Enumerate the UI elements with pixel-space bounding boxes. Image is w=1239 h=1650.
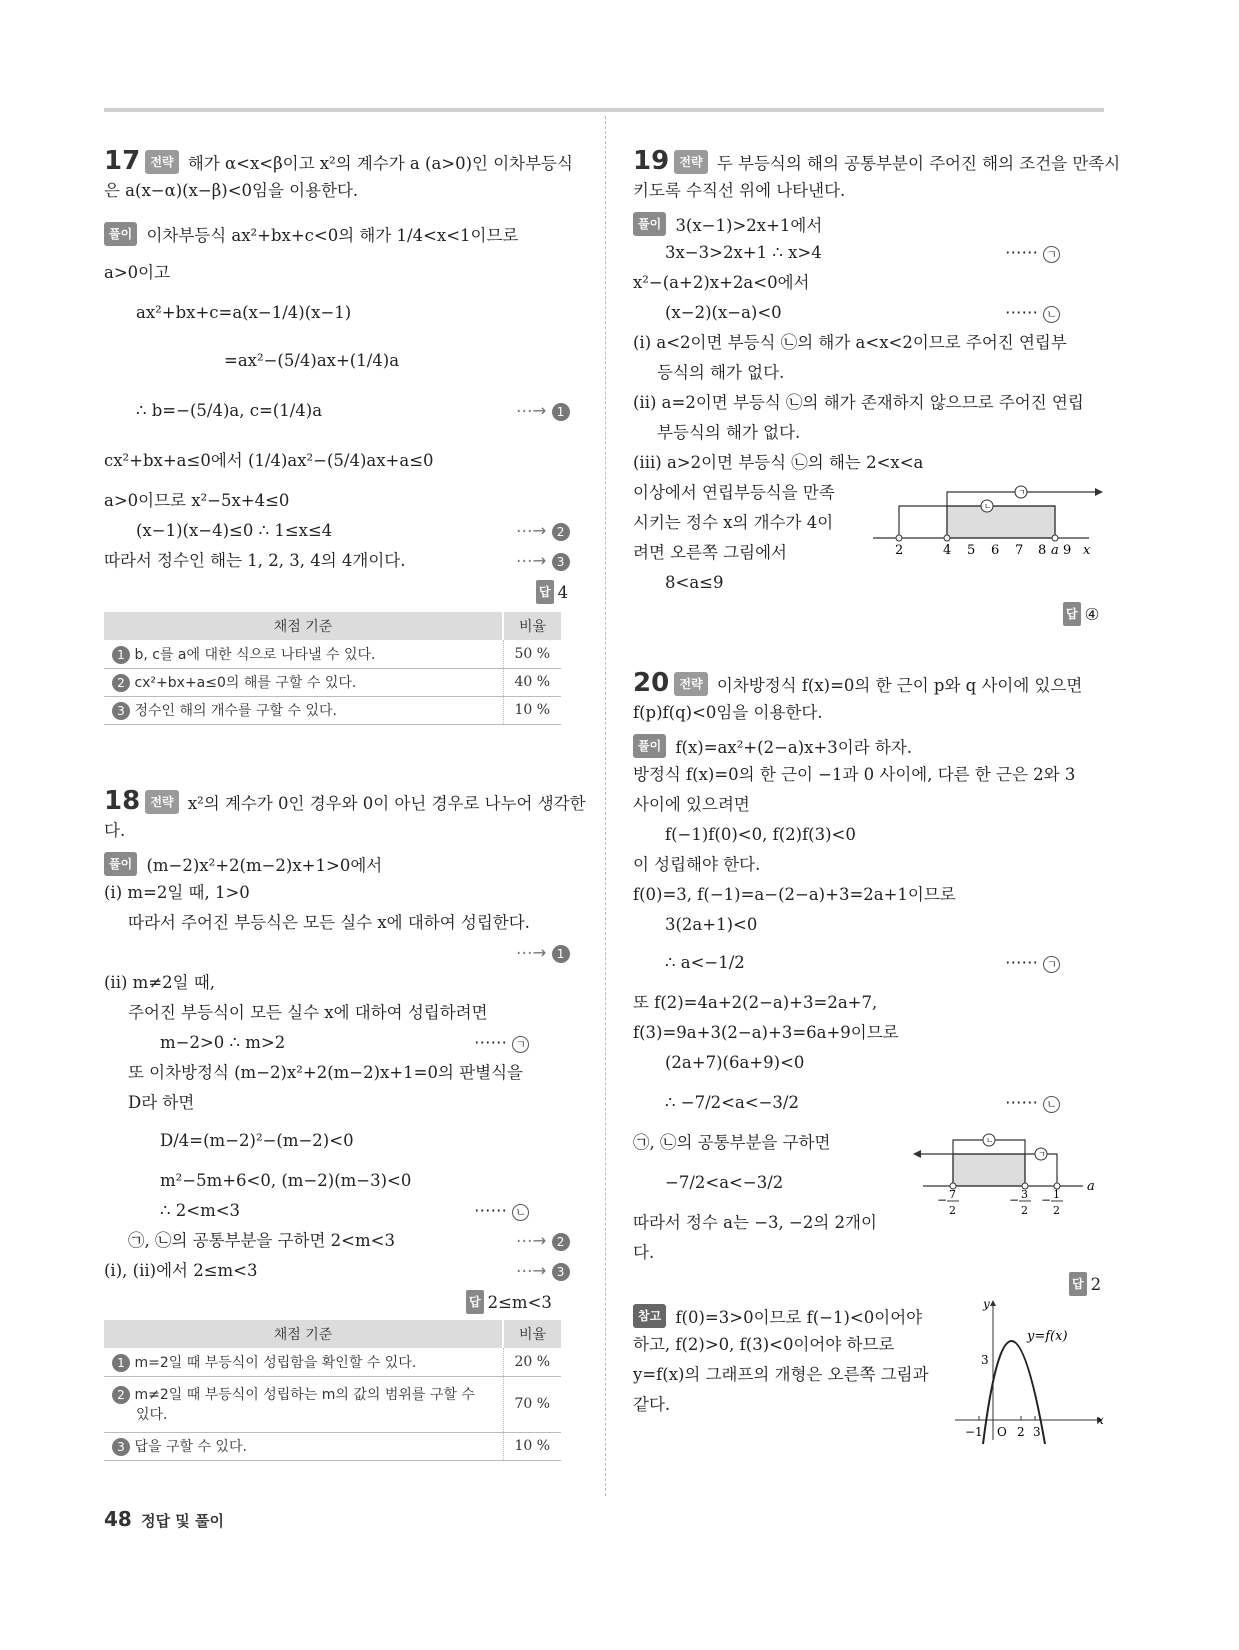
solution-line: (2a+7)(6a+9)<0 [665,1053,805,1072]
tick-label: 1 [1053,1188,1060,1201]
solution-text: f(x)=ax²+(2−a)x+3이라 하자. [675,738,913,757]
solution-text: 3(x−1)>2x+1에서 [675,216,823,235]
equation-label-a: ⋯⋯ ㄱ [1005,242,1060,264]
answer [1063,602,1099,626]
problem-18-header [104,786,586,816]
shaded-region [947,506,1055,538]
endpoint [1052,535,1058,541]
solution-line: 부등식의 해가 없다. [657,423,801,442]
solution-line: 다. [633,1243,655,1262]
footer-label: 정답 및 풀이 [141,1512,224,1530]
note-line: 하고, f(2)>0, f(3)<0이어야 하므로 [633,1335,895,1354]
tick-label: 2 [895,543,904,558]
solution-line: 려면 오른쪽 그림에서 [633,543,787,562]
scoring-table-18 [104,1320,561,1461]
label-a: ㄱ [1038,1150,1046,1159]
row-pct: 50 % [503,640,561,668]
answer [466,1290,552,1314]
tick-label: − [1041,1193,1052,1207]
solution-text: (m−2)x²+2(m−2)x+1>0에서 [146,856,383,875]
problem-number: 18 [104,786,141,816]
row-pct: 10 % [503,1432,561,1460]
tick-label: O [997,1425,1007,1439]
row-text: b, c를 a에 대한 식으로 나타낼 수 있다. [134,646,376,663]
strategy-text-cont: 키도록 수직선 위에 나타낸다. [633,181,846,200]
strategy-text-cont: 은 a(x−α)(x−β)<0임을 이용한다. [104,181,359,200]
answer-value: 4 [557,583,569,602]
solution-line [104,222,518,247]
table-header-ratio: 비율 [503,612,561,640]
solution-line: ∴ a<−1/2 [665,953,745,972]
table-row: 1 m=2일 때 부등식이 성립함을 확인할 수 있다. 20 % [104,1348,561,1376]
note-line: 같다. [633,1395,671,1414]
number-line-20 [913,1130,1103,1220]
solution-line: ax²+bx+c=a(x−1/4)(x−1) [136,303,352,322]
solution-line: ㉠, ㉡의 공통부분을 구하면 [633,1133,831,1152]
solution-tag: 풀이 [104,222,137,246]
solution-line: (x−1)(x−4)≤0 ∴ 1≤x≤4 [136,521,333,540]
tick-label: 8 [1038,543,1047,558]
label-a: ㄱ [1018,488,1026,497]
answer-value: ④ [1084,605,1100,624]
tick-label: 2 [1053,1204,1060,1217]
table-header-criteria: 채점 기준 [104,1320,503,1348]
row-text: 정수인 해의 개수를 구할 수 있다. [134,703,337,719]
solution-line: cx²+bx+a≤0에서 (1/4)ax²−(5/4)ax+a≤0 [104,451,434,470]
tick-label: 7 [1015,543,1024,558]
answer-tag: 답 [1063,602,1081,626]
problem-19-header [633,146,1121,176]
top-rule [104,108,1104,112]
solution-line: ∴ 2<m<3 [160,1201,241,1220]
solution-line: 시키는 정수 x의 개수가 4이 [633,513,834,532]
solution-line: (i), (ii)에서 2≤m<3 [104,1261,258,1280]
axis-label: x [1083,543,1091,558]
y-axis-arrow [990,1300,996,1306]
row-pct: 70 % [503,1376,561,1432]
solution-tag: 풀이 [633,212,666,236]
parabola-graph [953,1298,1105,1448]
equation-label-a: ⋯⋯ ㄱ [1005,952,1060,974]
step-marker-1: ⋯→ 1 [516,400,570,422]
solution-line: (iii) a>2이면 부등식 ㉡의 해는 2<x<a [633,453,924,472]
solution-line: (ii) a=2이면 부등식 ㉡의 해가 존재하지 않으므로 주어진 연립 [633,393,1084,412]
table-row: 2 cx²+bx+a≤0의 해를 구할 수 있다. 40 % [104,668,561,696]
solution-line: ∴ b=−(5/4)a, c=(1/4)a [136,401,323,420]
strategy-text: 이차방정식 f(x)=0의 한 근이 p와 q 사이에 있으면 [716,676,1083,695]
step-marker-1: ⋯→ 1 [516,942,570,964]
tick-label: −1 [965,1425,983,1439]
strategy-text-cont: 다. [104,821,126,840]
tick-label: 4 [943,543,952,558]
step-marker-2: ⋯→ 2 [516,520,570,542]
curve-label: y=f(x) [1027,1329,1068,1344]
solution-line: 사이에 있으려면 [633,795,750,814]
solution-line: a>0이고 [104,263,171,282]
solution-line: 따라서 정수인 해는 1, 2, 3, 4의 4개이다. [104,551,406,570]
answer-tag: 답 [466,1290,484,1314]
problem-number: 20 [633,668,670,698]
equation-label-a: ⋯⋯ ㄱ [474,1032,529,1054]
strategy-tag: 전략 [145,150,178,174]
number-line-19 [865,480,1105,560]
table-row: 3 정수인 해의 개수를 구할 수 있다. 10 % [104,696,561,724]
step-marker-3: ⋯→ 3 [516,550,570,572]
solution-line: −7/2<a<−3/2 [665,1173,784,1192]
solution-text: 이차부등식 ax²+bx+c<0의 해가 1/4<x<1이므로 [146,226,519,245]
solution-line: 따라서 주어진 부등식은 모든 실수 x에 대하여 성립한다. [128,913,530,932]
y-intercept-label: 3 [981,1353,989,1367]
solution-line: 또 f(2)=4a+2(2−a)+3=2a+7, [633,993,878,1012]
strategy-text: 해가 α<x<β이고 x²의 계수가 a (a>0)인 이차부등식 [187,154,573,173]
solution-line: (i) a<2이면 부등식 ㉡의 해가 a<x<2이므로 주어진 연립부 [633,333,1067,352]
solution-line [633,212,822,237]
tick-label: − [937,1193,948,1207]
row-text: cx²+bx+a≤0의 해를 구할 수 있다. [134,675,357,691]
y-axis-label: y [983,1298,990,1311]
solution-line: 따라서 정수 a는 −3, −2의 2개이 [633,1213,877,1232]
solution-line: D/4=(m−2)²−(m−2)<0 [160,1131,354,1150]
row-text: m≠2일 때 부등식이 성립하는 m의 값의 범위를 구할 수 [134,1387,475,1403]
tick-label: 2 [1021,1204,1028,1217]
tick-label: 9 [1063,543,1072,558]
solution-line: a>0이므로 x²−5x+4≤0 [104,491,290,510]
tick-label: 6 [991,543,1000,558]
note-line: y=f(x)의 그래프의 개형은 오른쪽 그림과 [633,1365,929,1384]
note-text: f(0)=3>0이므로 f(−1)<0이어야 [675,1308,923,1327]
tick-label: a [1051,543,1059,558]
solution-line: ∴ −7/2<a<−3/2 [665,1093,799,1112]
strategy-tag: 전략 [674,672,707,696]
tick-label: 3 [1033,1425,1041,1439]
solution-line: =ax²−(5/4)ax+(1/4)a [224,351,400,370]
problem-20-header [633,668,1083,698]
answer [536,580,568,604]
solution-line: 8<a≤9 [665,573,724,592]
row-text: m=2일 때 부등식이 성립함을 확인할 수 있다. [134,1354,417,1371]
page-footer [104,1507,224,1531]
solution-line: (x−2)(x−a)<0 [665,303,782,322]
arrow-head [1095,488,1103,496]
step-marker-2: ⋯→ 2 [516,1230,570,1252]
tick-label: 3 [1021,1188,1028,1201]
solution-line: (ii) m≠2일 때, [104,973,216,992]
row-text: 답을 구할 수 있다. [134,1439,247,1455]
solution-line: D라 하면 [128,1093,195,1112]
answer-tag: 답 [536,580,554,604]
solution-line: ㉠, ㉡의 공통부분을 구하면 2<m<3 [128,1231,395,1250]
tick-label: 2 [949,1204,956,1217]
row-pct: 40 % [503,668,561,696]
solution-line: 주어진 부등식이 모든 실수 x에 대하여 성립하려면 [128,1003,488,1022]
solution-line: m−2>0 ∴ m>2 [160,1033,286,1052]
strategy-text: 두 부등식의 해의 공통부분이 주어진 해의 조건을 만족시 [716,154,1121,173]
solution-line: 3x−3>2x+1 ∴ x>4 [665,243,822,262]
note-line [633,1304,922,1329]
table-header-ratio: 비율 [503,1320,561,1348]
solution-line: x²−(a+2)x+2a<0에서 [633,273,810,292]
table-row: 1 b, c를 a에 대한 식으로 나타낼 수 있다. 50 % [104,640,561,668]
equation-label-b: ⋯⋯ ㄴ [1005,302,1060,324]
solution-line: f(3)=9a+3(2−a)+3=6a+9이므로 [633,1023,899,1042]
scoring-table-17 [104,612,561,725]
solution-line: 이 성립해야 한다. [633,855,761,874]
solution-line: 3(2a+1)<0 [665,915,758,934]
table-row: 3 답을 구할 수 있다. 10 % [104,1432,561,1460]
equation-label-b: ⋯⋯ ㄴ [474,1200,529,1222]
arrow-head [913,1150,921,1158]
tick-label: 5 [967,543,976,558]
row-pct: 10 % [503,696,561,724]
answer-value: 2 [1090,1275,1102,1294]
answer-tag: 답 [1069,1272,1087,1296]
solution-line: 또 이차방정식 (m−2)x²+2(m−2)x+1=0의 판별식을 [128,1063,523,1082]
solution-tag: 풀이 [633,734,666,758]
strategy-tag: 전략 [145,790,178,814]
page-number: 48 [104,1507,132,1531]
solution-line [104,852,382,877]
solution-line [633,734,912,759]
table-row: 2 m≠2일 때 부등식이 성립하는 m의 값의 범위를 구할 수 있다. 70 % [104,1376,561,1432]
tick-label: 2 [1017,1425,1025,1439]
x-axis-label: x [1097,1413,1104,1427]
shaded-region [953,1154,1025,1186]
step-marker-3: ⋯→ 3 [516,1260,570,1282]
answer-value: 2≤m<3 [487,1293,552,1312]
solution-line: f(0)=3, f(−1)=a−(2−a)+3=2a+1이므로 [633,885,956,904]
strategy-text: x²의 계수가 0인 경우와 0이 아닌 경우로 나누어 생각한 [187,794,586,813]
table-header-criteria: 채점 기준 [104,612,503,640]
endpoint [896,535,902,541]
row-text-cont: 있다. [136,1407,168,1423]
solution-line: m²−5m+6<0, (m−2)(m−3)<0 [160,1171,412,1190]
axis-label: a [1087,1179,1095,1194]
solution-line: 등식의 해가 없다. [657,363,785,382]
label-b: ㄴ [986,1136,994,1145]
solution-line: (i) m=2일 때, 1>0 [104,883,250,902]
note-tag: 참고 [633,1304,666,1328]
solution-line: 이상에서 연립부등식을 만족 [633,483,835,502]
strategy-text-cont: f(p)f(q)<0임을 이용한다. [633,703,823,722]
answer [1069,1272,1101,1296]
strategy-tag: 전략 [674,150,707,174]
tick-label: 7 [949,1188,956,1201]
problem-number: 19 [633,146,670,176]
solution-line: 방정식 f(x)=0의 한 근이 −1과 0 사이에, 다른 한 근은 2와 3 [633,765,1076,784]
endpoint [944,535,950,541]
problem-number: 17 [104,146,141,176]
label-b: ㄴ [984,502,992,511]
tick-label: − [1009,1193,1020,1207]
column-divider [605,116,606,1496]
solution-line: f(−1)f(0)<0, f(2)f(3)<0 [665,825,856,844]
solution-tag: 풀이 [104,852,137,876]
equation-label-b: ⋯⋯ ㄴ [1005,1092,1060,1114]
problem-17-header [104,146,573,176]
row-pct: 20 % [503,1348,561,1376]
